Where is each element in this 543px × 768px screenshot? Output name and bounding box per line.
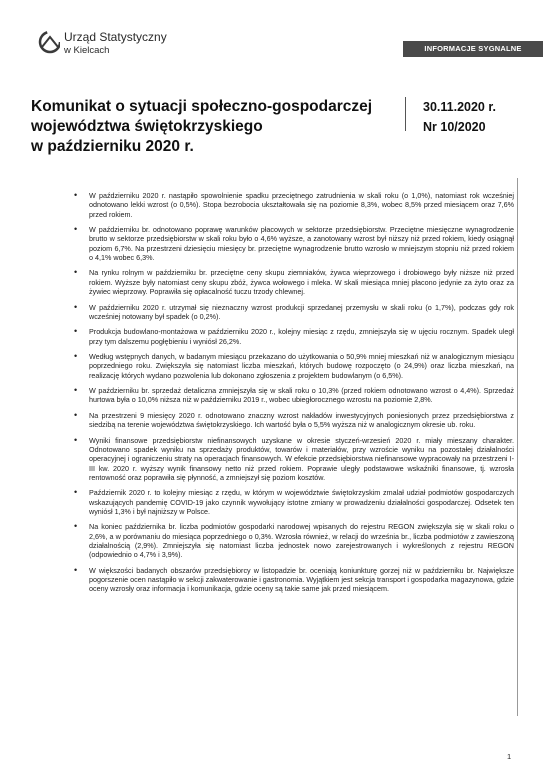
list-item <box>74 268 514 296</box>
bullet-icon: • <box>74 190 78 200</box>
bullet-icon: • <box>74 521 78 532</box>
bullet-icon: • <box>74 564 78 575</box>
list-item-text: Produkcja budowlano-montażowa w październiku 2020 r., kolejny miesiąc z rzędu, zmniejszyła się w ujęciu rocznym. Spadek uległ przy tym dalszemu pogłębieniu i wyniósł 26,2%. <box>89 327 514 346</box>
title-line-2: województwa świętokrzyskiego <box>31 118 263 135</box>
bullet-icon: • <box>74 301 78 312</box>
list-item-text: W październiku 2020 r. nastąpiło spowolnienie spadku przeciętnego zatrudnienia w skali roku (o 1,0%), natomiast rok wcześniej odnotowano lekki wzrost (o 0,5%). Stopa bezrobocia ukształtowała się na poziomie 8,3%, wobec 8,5% przed miesiącem oraz 7,6% przed rokiem. <box>89 191 514 219</box>
bullet-icon: • <box>74 326 78 337</box>
list-item <box>74 436 514 482</box>
org-name-line1: Urząd Statystyczny <box>64 30 167 44</box>
list-item-text: W większości badanych obszarów przedsiębiorcy w listopadzie br. oceniają koniunkturę gorzej niż w październiku br. Największe pogorszenie ocen nastąpiło w sekcji zakwaterowanie i gastronomia. Wyjątkiem jest sekcja transport i gospodarka magazynowa, gdzie oceny wzrosły oraz informacja i komunikacja, gdzie oceny są takie same jak przed miesiącem. <box>89 565 515 594</box>
list-item <box>74 191 514 219</box>
list-item <box>74 411 514 430</box>
publication-date: 30.11.2020 r. <box>423 100 496 114</box>
list-item-text: Październik 2020 r. to kolejny miesiąc z rzędu, w którym w województwie świętokrzyskim zmalał udział podmiotów gospodarczych wskazujących pandemię COVID-19 jako czynnik wywołujący istotne zmiany w prowadzeniu działalności gospodarczej. Odsetek ten wyniósł 1,3% i był najniższy w Polsce. <box>89 488 514 516</box>
bullet-icon: • <box>74 267 78 278</box>
bullet-icon: • <box>74 224 78 235</box>
list-item <box>74 522 514 559</box>
list-item <box>74 303 514 322</box>
bullet-icon: • <box>74 385 78 396</box>
section-tag: INFORMACJE SYGNALNE <box>403 41 543 57</box>
title-divider <box>405 97 406 131</box>
list-item-text: Wyniki finansowe przedsiębiorstw niefinansowych uzyskane w okresie styczeń-wrzesień 2020 r. miały mieszany charakter. Odnotowano spadek wyniku na sprzedaży produktów, towarów i materiałów, przy wzroście wyniku na pozostałej działalności operacyjnej i ograniczeniu straty na operacjach finansowych. W efekcie przedsiębiorstwa niefinansowe wypracowały na przestrzeni I-III kw. 2020 r. wyższy wynik finansowy netto niż przed rokiem. Poprawie uległy podstawowe wskaźniki finansowe, tj. wzrosła rentowność oraz poprawiła się płynność, a zmniejszył się poziom kosztów. <box>89 435 514 482</box>
bullet-icon: • <box>74 487 78 498</box>
page-number: 1 <box>507 752 512 761</box>
document-title <box>31 97 391 157</box>
list-item <box>74 327 514 346</box>
title-line-1: Komunikat o sytuacji społeczno-gospodarczej <box>31 98 373 115</box>
org-name-line2: w Kielcach <box>64 45 110 56</box>
side-rule <box>517 178 518 716</box>
list-item <box>74 488 514 516</box>
list-item <box>74 225 514 262</box>
bullet-icon: • <box>74 434 78 445</box>
list-item-text: Na przestrzeni 9 miesięcy 2020 r. odnotowano znaczny wzrost nakładów inwestycyjnych poniesionych przez przedsiębiorstwa z siedzibą na terenie województwa świętokrzyskiego. Ich wartość była o 5,5% wyższa niż w analogicznym okresie ub. roku. <box>89 410 514 430</box>
list-item-text: Na rynku rolnym w październiku br. przeciętne ceny skupu ziemniaków, żywca wieprzowego i drobiowego były niższe niż przed rokiem. Wyższe były natomiast ceny skupu zbóż, żywca wołowego i mleka. W skali miesiąca mniej płacono jedynie za żyto oraz za żywiec wieprzowy. Poprawiła się opłacalność tuczu trzody chlewnej. <box>89 268 514 297</box>
org-name <box>64 31 167 57</box>
list-item-text: W październiku 2020 r. utrzymał się nieznaczny wzrost produkcji sprzedanej przemysłu w skali roku (o 1,7%), podczas gdy rok wcześniej notowany był spadek (o 0,2%). <box>89 302 514 321</box>
list-item <box>74 566 514 594</box>
list-item-text: W październiku br. odnotowano poprawę warunków płacowych w sektorze przedsiębiorstw. Przeciętne miesięczne wynagrodzenie brutto w sektorze przedsiębiorstw w skali roku było o 4,6% wyższe, a zanotowany wzrost był niższy niż przed rokiem, kiedy osiągnął poziom 6,7%. Na przestrzeni dziesięciu miesięcy br. przeciętne wynagrodzenie brutto wzrosło w mniejszym stopniu niż przed rokiem o 4,1% wobec 6,3%. <box>89 225 514 262</box>
bullet-icon: • <box>74 409 78 420</box>
list-item <box>74 386 514 405</box>
bullet-icon: • <box>74 351 78 362</box>
publication-number: Nr 10/2020 <box>423 120 486 134</box>
highlights-list <box>74 191 514 600</box>
list-item <box>74 352 514 380</box>
gus-logo <box>38 27 178 67</box>
gus-logo-icon <box>38 29 60 55</box>
publication-info <box>423 97 496 137</box>
list-item-text: W październiku br. sprzedaż detaliczna zmniejszyła się w skali roku o 10,3% (przed rokiem odnotowano wzrost o 4,4%). Sprzedaż hurtowa była o 10,0% niższa niż w październiku 2019 r., wobec ubiegłorocznego wzrostu na poziomie 2,8%. <box>89 386 514 405</box>
list-item-text: Według wstępnych danych, w badanym miesiącu przekazano do użytkowania o 50,9% mniej mieszkań niż w analogicznym miesiącu poprzedniego roku. Zwiększyła się natomiast liczba mieszkań, których budowę rozpoczęto (o 24,9%) oraz liczba mieszkań, na realizację których wydano pozwolenia lub dokonano zgłoszenia z projektem budowlanym (o 6,5%). <box>89 352 514 380</box>
title-line-3: w październiku 2020 r. <box>31 138 194 155</box>
list-item-text: Na koniec października br. liczba podmiotów gospodarki narodowej wpisanych do rejestru REGON zwiększyła się w skali roku o 2,6%, a w porównaniu do miesiąca poprzedniego o 0,3%. Wzrosła również, w relacji do września br., liczba podmiotów z zawieszoną działalnością (2,9%). Zmniejszyła się natomiast liczba jednostek nowo zarejestrowanych i wykreślonych z rejestru REGON (odpowiednio o 4,7% i 3,9%). <box>89 522 514 560</box>
